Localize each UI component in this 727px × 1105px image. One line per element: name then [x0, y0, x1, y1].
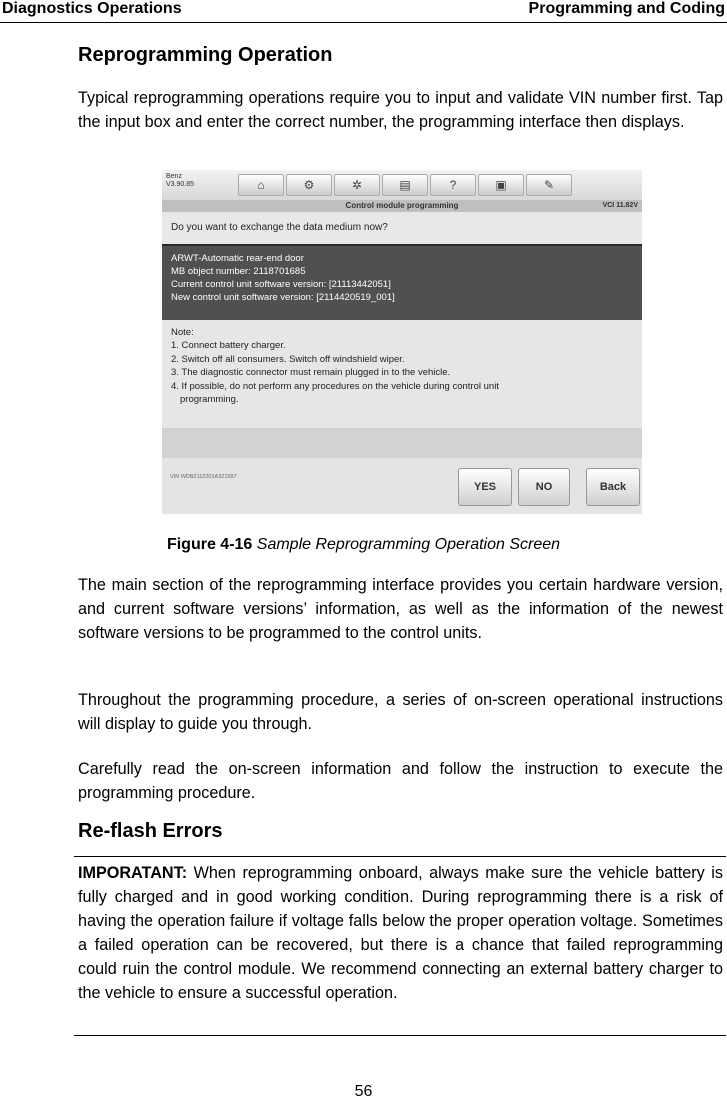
section-title-reflash: Re-flash Errors — [78, 820, 223, 842]
home-icon[interactable]: ⌂ — [238, 174, 284, 196]
print-icon[interactable]: ▤ — [382, 174, 428, 196]
vin-label: VIN WDB2112201A321587 — [170, 474, 237, 480]
screen-title: Control module programming VCI 11.82V — [162, 200, 642, 212]
important-note: IMPORATANT: When reprogramming onboard, always make sure the vehicle battery is fully charged and in good working condition. During reprogramming there is a risk of having the operation failure if voltage falls below the proper operation voltage. Sometimes a failed operation can be recovered, but there is a chance that failed reprogramming could ruin the control module. We recommend connecting an external battery charger to the vehicle to ensure a successful operation. — [78, 864, 723, 1002]
programming-note: Note: 1. Connect battery charger. 2. Switch off all consumers. Switch off windshield wiper. 3. The diagnostic connector must remain plugged in to the vehicle. 4. If possible, do not perform any procedures on the vehicle during control unit programming. — [162, 320, 642, 428]
yes-button[interactable]: YES — [458, 468, 512, 506]
settings-icon[interactable]: ✲ — [334, 174, 380, 196]
edit-icon[interactable]: ✎ — [526, 174, 572, 196]
paragraph-carefully-read: Carefully read the on-screen information and follow the instruction to execute the programming procedure. — [78, 760, 723, 802]
important-bottom-rule — [74, 1035, 726, 1036]
brand-label: Benz V3.90.85 — [166, 173, 195, 188]
exchange-question: Do you want to exchange the data medium now? — [162, 212, 642, 244]
back-button[interactable]: Back — [586, 468, 640, 506]
important-top-rule — [74, 856, 726, 857]
page-number: 56 — [354, 1083, 373, 1100]
header-left: Diagnostics Operations — [2, 0, 182, 17]
section-title-reprogramming: Reprogramming Operation — [78, 44, 333, 66]
no-button[interactable]: NO — [518, 468, 570, 506]
paragraph-instructions: Throughout the programming procedure, a series of on-screen operational instructions will display to guide you through. — [78, 691, 723, 733]
intro-paragraph: Typical reprogramming operations require you to input and validate VIN number first. Tap the input box and enter the correct number, the programming interface then displays. — [78, 89, 723, 131]
figure-caption: Figure 4-16 Sample Reprogramming Operation Screen — [166, 536, 561, 553]
screen-footer — [162, 458, 642, 514]
save-icon[interactable]: ▣ — [478, 174, 524, 196]
help-icon[interactable]: ? — [430, 174, 476, 196]
header-right: Programming and Coding — [528, 0, 725, 17]
page-header — [0, 0, 727, 23]
module-info: ARWT-Automatic rear-end door MB object number: 2118701685 Current control unit software version: [21113442051] New control unit software version: [2114420519_001] — [162, 246, 642, 320]
vehicle-icon[interactable]: ⚙ — [286, 174, 332, 196]
vci-status: VCI 11.82V — [602, 202, 638, 209]
reprogramming-screenshot — [162, 170, 642, 514]
paragraph-main-section: The main section of the reprogramming interface provides you certain hardware version, and current software versions’ information, as well as the information of the newest software versions to be programmed to the control units. — [78, 576, 723, 642]
app-toolbar — [162, 170, 642, 200]
